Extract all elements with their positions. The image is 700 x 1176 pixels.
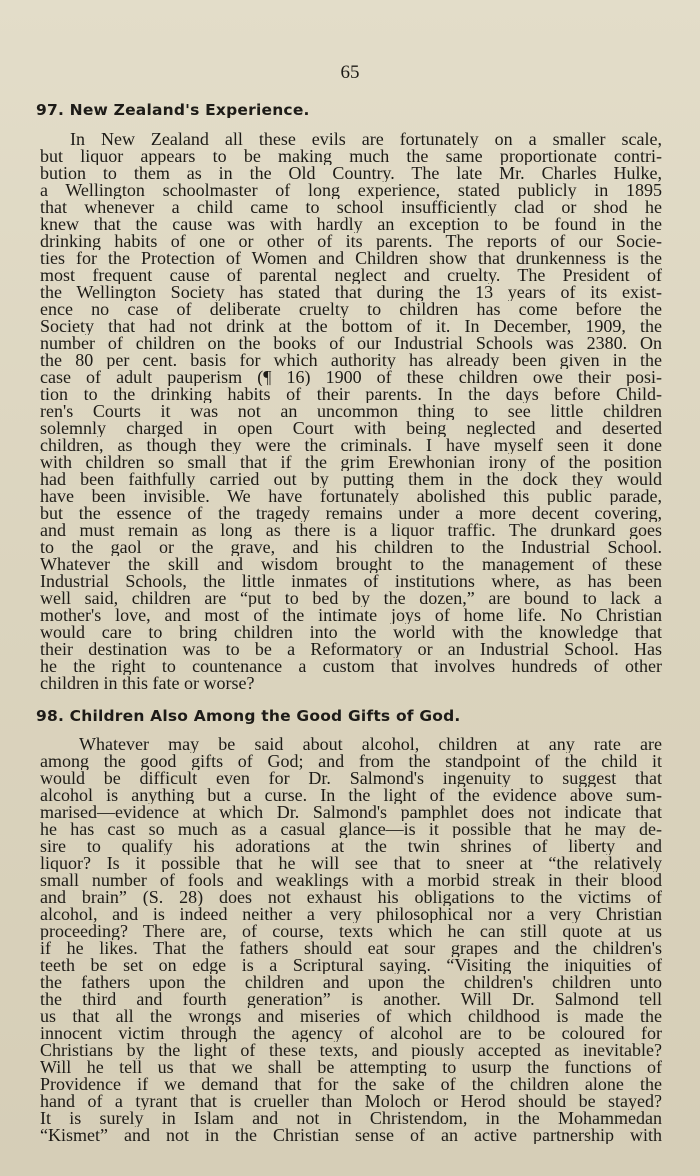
section-98-heading: 98. Children Also Among the Good Gifts of God. bbox=[36, 707, 461, 725]
text-line: mother's love, and most of the intimate joys of home life. No Christian bbox=[40, 607, 662, 624]
text-line: Whatever the skill and wisdom brought to the management of these bbox=[40, 556, 662, 573]
page-number: 65 bbox=[340, 62, 360, 83]
text-line: most frequent cause of parental neglect and cruelty. The President of bbox=[40, 267, 662, 284]
text-line: if he likes. That the fathers should eat sour grapes and the children's bbox=[40, 940, 662, 957]
text-line: ties for the Protection of Women and Children show that drunkenness is the bbox=[40, 250, 662, 267]
text-line: alcohol is anything but a curse. In the light of the evidence above sum- bbox=[40, 787, 662, 804]
text-line: number of children on the books of our Industrial Schools was 2380. On bbox=[40, 335, 662, 352]
text-line: the Wellington Society has stated that during the 13 years of its exist- bbox=[40, 284, 662, 301]
text-line: but liquor appears to be making much the same proportionate contri- bbox=[40, 148, 662, 165]
text-line: among the good gifts of God; and from the standpoint of the child it bbox=[40, 753, 662, 770]
text-line: would be difficult even for Dr. Salmond's ingenuity to suggest that bbox=[40, 770, 662, 787]
text-line: the fathers upon the children and upon the children's children unto bbox=[40, 974, 662, 991]
text-line: Industrial Schools, the little inmates of institutions where, as has been bbox=[40, 573, 662, 590]
text-line: and must remain as long as there is a liquor traffic. The drunkard goes bbox=[40, 522, 662, 539]
section-97-paragraph bbox=[40, 131, 662, 692]
text-line: proceeding? There are, of course, texts which he can still quote at us bbox=[40, 923, 662, 940]
text-line: ren's Courts it was not an uncommon thing to see little children bbox=[40, 403, 662, 420]
text-line: It is surely in Islam and not in Christendom, in the Mohammedan bbox=[40, 1110, 662, 1127]
text-line: solemnly charged in open Court with being neglected and deserted bbox=[40, 420, 662, 437]
text-line: their destination was to be a Reformatory or an Industrial School. Has bbox=[40, 641, 662, 658]
text-line: Christians by the light of these texts, and piously accepted as inevitable? bbox=[40, 1042, 662, 1059]
text-line: ence no case of deliberate cruelty to children has come before the bbox=[40, 301, 662, 318]
section-97-heading: 97. New Zealand's Experience. bbox=[36, 101, 310, 119]
text-line: but the essence of the tragedy remains under a more decent covering, bbox=[40, 505, 662, 522]
text-line: knew that the cause was with hardly an exception to be found in the bbox=[40, 216, 662, 233]
text-line: a Wellington schoolmaster of long experience, stated publicly in 1895 bbox=[40, 182, 662, 199]
text-line: teeth be set on edge is a Scriptural saying. “Visiting the iniquities of bbox=[40, 957, 662, 974]
text-line: Society that had not drink at the bottom of it. In December, 1909, the bbox=[40, 318, 662, 335]
text-line: to the gaol or the grave, and his children to the Industrial School. bbox=[40, 539, 662, 556]
text-line: would care to bring children into the world with the knowledge that bbox=[40, 624, 662, 641]
text-line: us that all the wrongs and miseries of which childhood is made the bbox=[40, 1008, 662, 1025]
text-line: bution to them as in the Old Country. The late Mr. Charles Hulke, bbox=[40, 165, 662, 182]
section-98-paragraph bbox=[40, 736, 662, 1144]
text-line: and brain” (S. 28) does not exhaust his obligations to the victims of bbox=[40, 889, 662, 906]
text-line: have been invisible. We have fortunately abolished this public parade, bbox=[40, 488, 662, 505]
text-line: with children so small that if the grim Erewhonian irony of the position bbox=[40, 454, 662, 471]
text-line: “Kismet” and not in the Christian sense of an active partnership with bbox=[40, 1127, 662, 1144]
text-line: alcohol, and is indeed neither a very philosophical nor a very Christian bbox=[40, 906, 662, 923]
text-line: children in this fate or worse? bbox=[40, 675, 255, 692]
text-line: the third and fourth generation” is another. Will Dr. Salmond tell bbox=[40, 991, 662, 1008]
text-line: tion to the drinking habits of their parents. In the days before Child- bbox=[40, 386, 662, 403]
text-line: sire to qualify his adorations at the twin shrines of liberty and bbox=[40, 838, 662, 855]
text-line: that whenever a child came to school insufficiently clad or shod he bbox=[40, 199, 662, 216]
text-line: he has cast so much as a casual glance—is it possible that he may de- bbox=[40, 821, 662, 838]
text-line: Will he tell us that we shall be attempting to usurp the functions of bbox=[40, 1059, 662, 1076]
text-line: the 80 per cent. basis for which authority has already been given in the bbox=[40, 352, 662, 369]
text-line: drinking habits of one or other of its parents. The reports of our Socie- bbox=[40, 233, 662, 250]
text-line: In New Zealand all these evils are fortunately on a smaller scale, bbox=[70, 131, 662, 148]
text-line: hand of a tyrant that is crueller than Moloch or Herod should be stayed? bbox=[40, 1093, 662, 1110]
text-line: he the right to countenance a custom that involves hundreds of other bbox=[40, 658, 662, 675]
text-line: well said, children are “put to bed by the dozen,” are bound to lack a bbox=[40, 590, 662, 607]
text-line: had been faithfully carried out by putting them in the dock they would bbox=[40, 471, 662, 488]
text-line: marised—evidence at which Dr. Salmond's pamphlet does not indicate that bbox=[40, 804, 662, 821]
text-line: children, as though they were the criminals. I have myself seen it done bbox=[40, 437, 662, 454]
text-line: Providence if we demand that for the sake of the children alone the bbox=[40, 1076, 662, 1093]
text-line: case of adult pauperism (¶ 16) 1900 of these children owe their posi- bbox=[40, 369, 662, 386]
text-line: liquor? Is it possible that he will see that to sneer at “the relatively bbox=[40, 855, 662, 872]
text-line: innocent victim through the agency of alcohol are to be coloured for bbox=[40, 1025, 662, 1042]
text-line: Whatever may be said about alcohol, children at any rate are bbox=[79, 736, 662, 753]
text-line: small number of fools and weaklings with a morbid streak in their blood bbox=[40, 872, 662, 889]
